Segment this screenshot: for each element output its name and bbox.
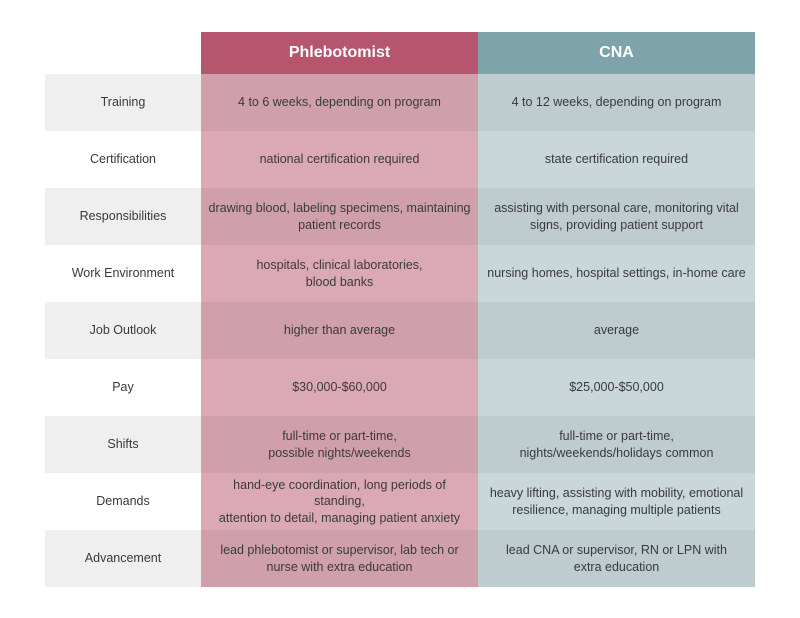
table-row-job-outlook [45,302,755,359]
phlebotomist-cell [201,473,478,530]
phlebotomist-cell-text: hand-eye coordination, long periods of standing, attention to detail, managing patient anxiety [218,478,461,525]
row-label [45,473,201,530]
phlebotomist-cell [201,416,478,473]
row-label-text: Advancement [84,551,162,566]
header-phlebotomist: Phlebotomist [201,32,478,74]
row-label-text: Pay [112,380,134,395]
row-label-text: Work Environment [71,266,175,281]
phlebotomist-cell [201,131,478,188]
phlebotomist-cell-text: drawing blood, labeling specimens, maintaining patient records [208,201,471,232]
row-label [45,74,201,131]
row-label-text: Demands [96,494,150,509]
cna-cell [478,188,755,245]
cna-cell-text: full-time or part-time, nights/weekends/holidays common [519,429,714,460]
cna-cell [478,245,755,302]
phlebotomist-cell-text: national certification required [259,152,420,167]
row-label-text: Responsibilities [79,209,167,224]
phlebotomist-cell [201,245,478,302]
table-row-training [45,74,755,131]
comparison-table [45,32,755,587]
cna-cell [478,74,755,131]
cna-cell-text: nursing homes, hospital settings, in-home care [487,266,746,281]
phlebotomist-cell-text: hospitals, clinical laboratories, blood banks [256,258,423,289]
phlebotomist-cell [201,302,478,359]
table-row-pay [45,359,755,416]
table-row-demands [45,473,755,530]
header-empty-cell [45,32,201,74]
row-label [45,416,201,473]
cna-cell [478,473,755,530]
phlebotomist-cell-text: higher than average [283,323,396,338]
phlebotomist-cell-text: full-time or part-time, possible nights/weekends [268,429,411,460]
cna-cell [478,416,755,473]
row-label [45,131,201,188]
row-label-text: Shifts [107,437,139,452]
cna-cell [478,359,755,416]
phlebotomist-cell [201,530,478,587]
table-header-row [45,32,755,74]
cna-cell-text: $25,000-$50,000 [569,380,664,395]
phlebotomist-cell [201,74,478,131]
header-cna: CNA [478,32,755,74]
row-label-text: Certification [90,152,156,167]
table-row-certification [45,131,755,188]
row-label-text: Training [100,95,146,110]
table-row-advancement [45,530,755,587]
phlebotomist-cell-text: 4 to 6 weeks, depending on program [238,95,441,110]
row-label [45,188,201,245]
row-label [45,302,201,359]
phlebotomist-cell-text: lead phlebotomist or supervisor, lab tech or nurse with extra education [220,543,459,574]
row-label-text: Job Outlook [89,323,157,338]
row-label [45,530,201,587]
row-label [45,359,201,416]
cna-cell-text: lead CNA or supervisor, RN or LPN with extra education [506,543,727,574]
row-label [45,245,201,302]
table-row-shifts [45,416,755,473]
table-row-responsibilities [45,188,755,245]
table-row-work-environment [45,245,755,302]
phlebotomist-cell-text: $30,000-$60,000 [292,380,387,395]
phlebotomist-cell [201,188,478,245]
cna-cell-text: assisting with personal care, monitoring vital signs, providing patient support [494,201,739,232]
cna-cell [478,302,755,359]
cna-cell-text: heavy lifting, assisting with mobility, emotional resilience, managing multiple patients [489,486,744,517]
cna-cell-text: average [593,323,640,338]
phlebotomist-cell [201,359,478,416]
cna-cell-text: 4 to 12 weeks, depending on program [511,95,722,110]
cna-cell [478,530,755,587]
cna-cell [478,131,755,188]
cna-cell-text: state certification required [544,152,689,167]
